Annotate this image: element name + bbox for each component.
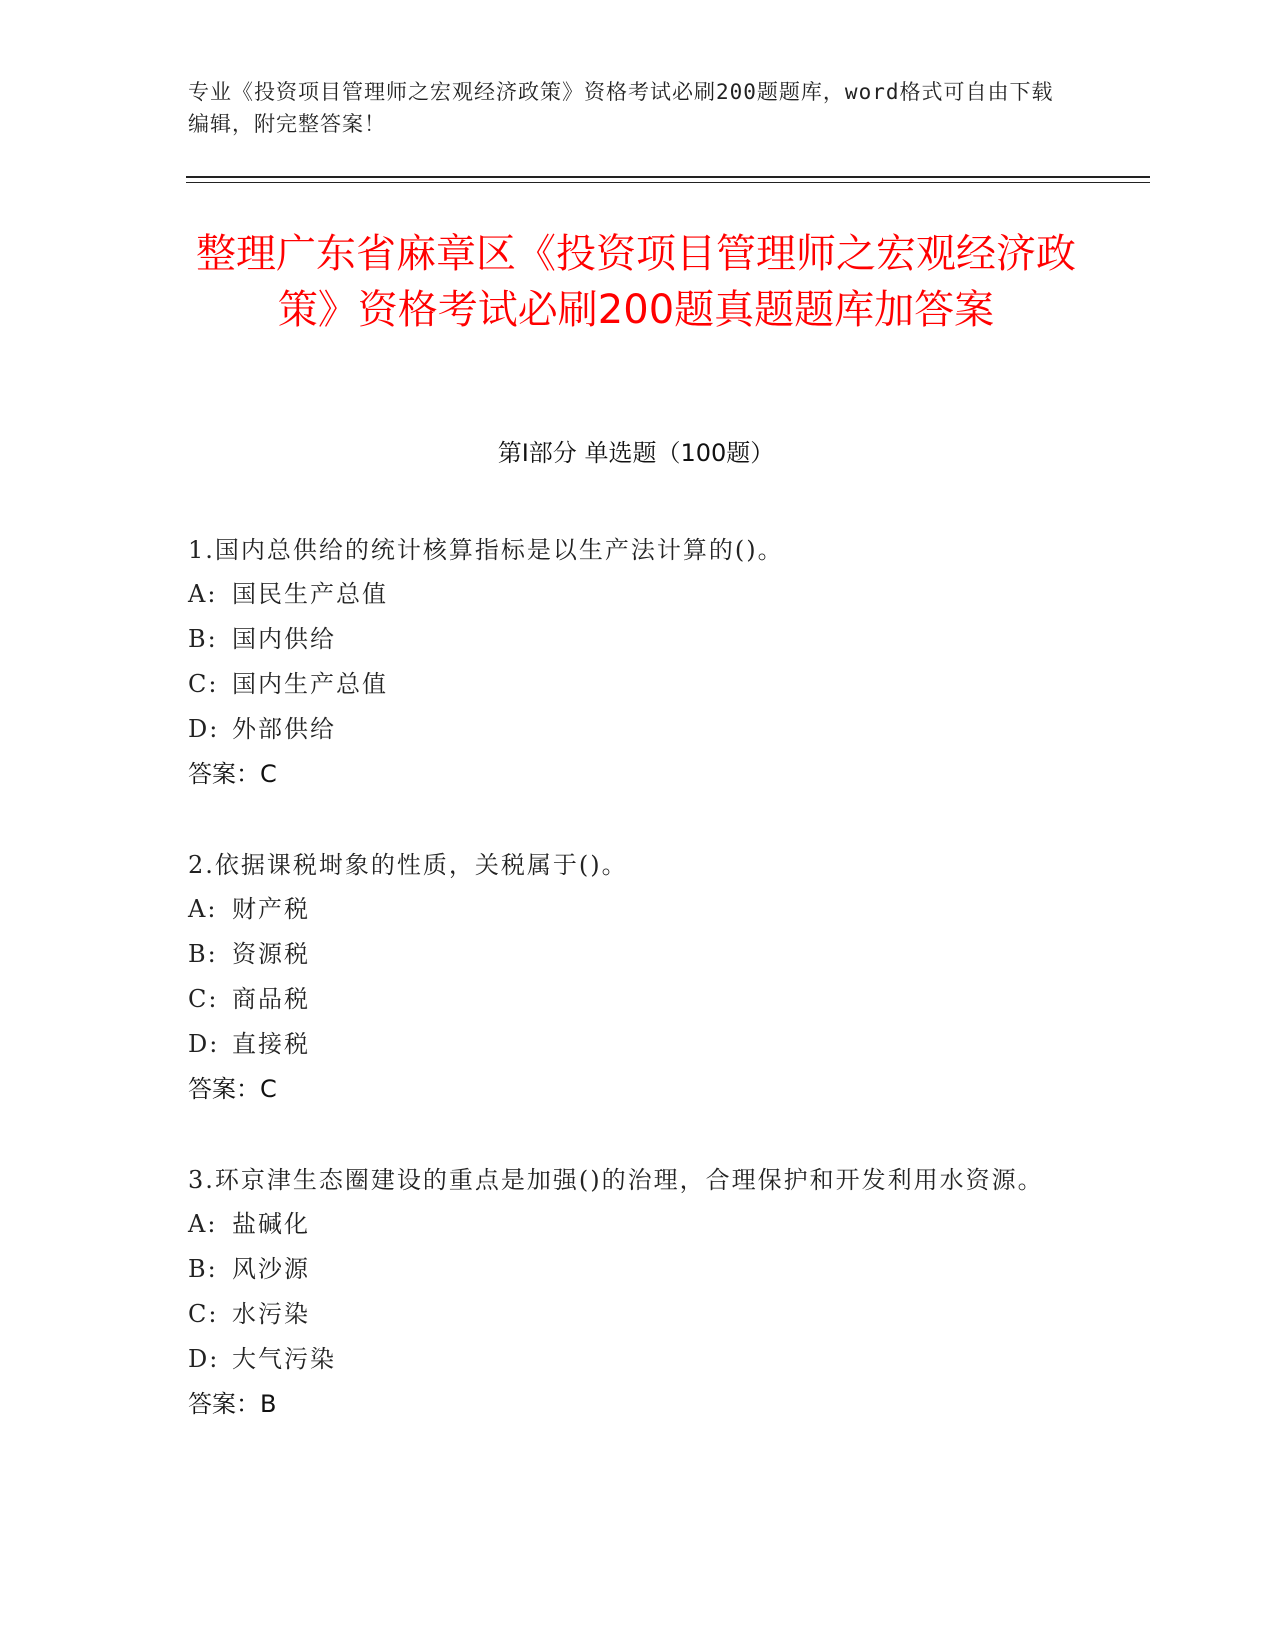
- option-b: [188, 1247, 1068, 1292]
- option-key: B:: [188, 625, 218, 653]
- option-text: 国内供给: [232, 625, 336, 653]
- option-d: [188, 1337, 1068, 1382]
- option-text: 风沙源: [232, 1255, 310, 1283]
- option-text: 国内生产总值: [232, 670, 388, 698]
- section-heading: 第Ⅰ部分 单选题（100题）: [497, 439, 775, 467]
- answer-line: 答案：C: [188, 760, 277, 788]
- document-title: 整理广东省麻章区《投资项目管理师之宏观经济政策》资格考试必刷200题真题题库加答案: [196, 231, 1076, 333]
- option-d: [188, 1022, 1068, 1067]
- option-c: [188, 1292, 1068, 1337]
- option-key: D:: [188, 1030, 220, 1058]
- option-key: D:: [188, 715, 220, 743]
- option-c: [188, 977, 1068, 1022]
- header-divider-thin: [186, 182, 1150, 183]
- option-text: 外部供给: [232, 715, 336, 743]
- option-key: A:: [188, 1210, 218, 1238]
- option-key: C:: [188, 1300, 219, 1328]
- option-text: 商品税: [232, 985, 310, 1013]
- option-text: 直接税: [232, 1030, 310, 1058]
- header-note: 专业《投资项目管理师之宏观经济政策》资格考试必刷200题题库，word格式可自由下载编辑，附完整答案！: [188, 80, 1054, 136]
- option-text: 大气污染: [232, 1345, 336, 1373]
- answer-line: 答案：C: [188, 1075, 277, 1103]
- option-key: D:: [188, 1345, 220, 1373]
- option-key: B:: [188, 940, 218, 968]
- option-a: [188, 572, 1068, 617]
- option-text: 资源税: [232, 940, 310, 968]
- option-c: [188, 662, 1068, 707]
- question-3: [188, 1158, 1068, 1427]
- question-stem: 3.环京津生态圈建设的重点是加强()的治理，合理保护和开发利用水资源。: [188, 1166, 1044, 1194]
- option-a: [188, 887, 1068, 932]
- question-1: [188, 528, 1068, 797]
- question-2: [188, 843, 1068, 1112]
- question-stem: 1.国内总供给的统计核算指标是以生产法计算的()。: [188, 536, 784, 564]
- option-a: [188, 1202, 1068, 1247]
- option-text: 国民生产总值: [232, 580, 388, 608]
- option-key: B:: [188, 1255, 218, 1283]
- option-text: 盐碱化: [232, 1210, 310, 1238]
- option-key: C:: [188, 985, 219, 1013]
- option-key: C:: [188, 670, 219, 698]
- question-list: [188, 528, 1068, 1427]
- option-d: [188, 707, 1068, 752]
- option-text: 水污染: [232, 1300, 310, 1328]
- option-b: [188, 932, 1068, 977]
- option-text: 财产税: [232, 895, 310, 923]
- option-key: A:: [188, 580, 218, 608]
- option-b: [188, 617, 1068, 662]
- option-key: A:: [188, 895, 218, 923]
- header-divider-thick: [186, 176, 1150, 178]
- question-stem: 2.依据课税埘象的性质，关税属于()。: [188, 851, 628, 879]
- answer-line: 答案：B: [188, 1390, 277, 1418]
